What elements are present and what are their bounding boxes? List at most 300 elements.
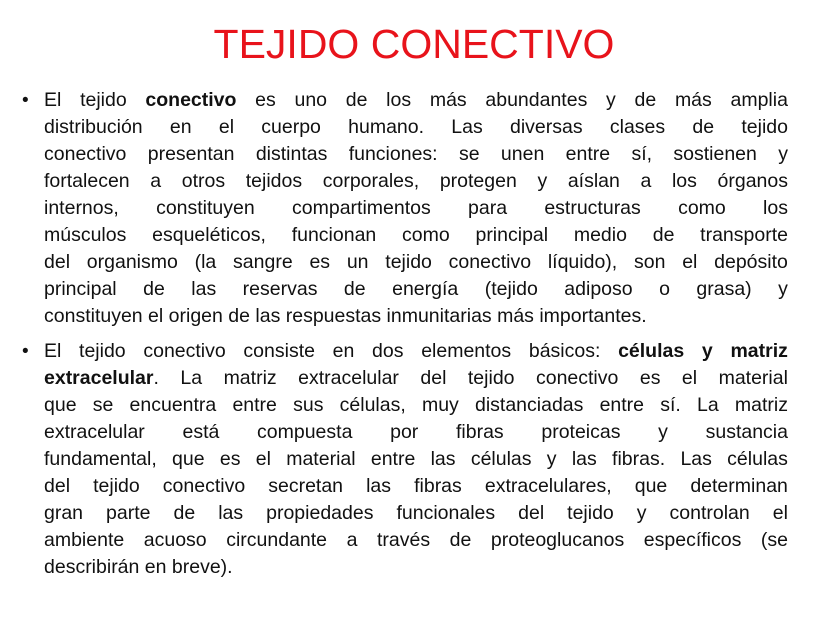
word: [93, 473, 140, 500]
text-run: tejido: [80, 89, 127, 111]
text-run: como: [402, 224, 450, 246]
text-run: principal: [44, 278, 117, 300]
word: [182, 168, 225, 195]
bullet-paragraph: [20, 338, 788, 581]
word: [700, 222, 788, 249]
word: [635, 87, 657, 114]
text-run: muy: [421, 394, 459, 416]
word: [475, 392, 583, 419]
word: [430, 87, 467, 114]
text-run: funcionan: [291, 224, 377, 246]
word: [761, 527, 788, 554]
word: [690, 473, 788, 500]
word: [80, 87, 127, 114]
word: [233, 249, 293, 276]
text-run: funcionales: [396, 502, 496, 524]
word: [420, 365, 446, 392]
text-run: elementos: [421, 340, 512, 362]
word: [682, 365, 697, 392]
word: [152, 222, 266, 249]
word: [468, 195, 507, 222]
word: [501, 141, 544, 168]
text-run: que: [44, 394, 77, 416]
word: [268, 473, 343, 500]
word: [143, 276, 165, 303]
text-run: fibras.: [612, 448, 666, 470]
word: [255, 87, 276, 114]
text-run: compuesta: [257, 421, 353, 443]
word: [79, 338, 126, 365]
word: [143, 338, 225, 365]
text-line: [44, 473, 788, 500]
text-line: [44, 87, 788, 114]
text-run: y: [537, 170, 548, 192]
text-run: extracelular: [298, 367, 399, 389]
text-run: de: [343, 278, 366, 300]
word: [485, 276, 538, 303]
word: [660, 392, 681, 419]
word: [344, 276, 366, 303]
word: [673, 141, 756, 168]
word: [347, 249, 369, 276]
text-run: tejido: [79, 340, 126, 362]
bullet-dot-icon: •: [22, 341, 29, 362]
word: [292, 222, 377, 249]
text-run: matriz: [223, 367, 277, 389]
word: [243, 276, 318, 303]
text-run: básicos:: [528, 340, 601, 362]
text-run: las: [430, 448, 456, 470]
word: [148, 141, 235, 168]
word: [44, 527, 124, 554]
word: [286, 446, 355, 473]
text-run: sus: [293, 394, 324, 416]
text-run: que: [172, 448, 205, 470]
text-run: reservas: [242, 278, 318, 300]
bold-text: extracelular: [44, 367, 154, 389]
text-run: en: [169, 116, 192, 138]
word: [396, 500, 495, 527]
word: [386, 87, 411, 114]
text-line: [44, 392, 788, 419]
word: [640, 168, 651, 195]
text-run: depósito: [714, 251, 788, 273]
text-run: los: [386, 89, 412, 111]
word: [518, 500, 544, 527]
word: [106, 500, 150, 527]
word: [536, 365, 618, 392]
word: [541, 419, 620, 446]
word: [385, 249, 432, 276]
word: [44, 500, 83, 527]
word: [246, 168, 302, 195]
text-line: [44, 168, 788, 195]
text-run: parte: [106, 502, 151, 524]
word: [414, 473, 462, 500]
word: [456, 419, 504, 446]
word: [292, 195, 431, 222]
word: [180, 365, 202, 392]
text-run: consiste: [243, 340, 315, 362]
word: [634, 249, 665, 276]
text-run: El: [44, 89, 62, 111]
text-run: y: [546, 448, 557, 470]
word: [659, 276, 670, 303]
text-run: amplia: [730, 89, 788, 111]
text-run: de: [173, 502, 196, 524]
text-line: [44, 338, 788, 365]
word: [256, 141, 328, 168]
word: [600, 392, 644, 419]
word: [475, 222, 548, 249]
word: [510, 114, 583, 141]
word: [333, 338, 355, 365]
word: [163, 473, 245, 500]
word: [372, 338, 403, 365]
text-run: acuoso: [143, 529, 207, 551]
text-run: tejido: [385, 251, 432, 273]
word: [195, 249, 217, 276]
word: [156, 195, 255, 222]
text-run: determinan: [690, 475, 788, 497]
word: [182, 419, 219, 446]
text-run: y: [778, 278, 788, 300]
text-run: distintas: [255, 143, 328, 165]
text-run: través: [376, 529, 431, 551]
text-run: Las: [680, 448, 712, 470]
word: [219, 114, 234, 141]
text-run: secretan: [268, 475, 344, 497]
text-run: es: [639, 367, 661, 389]
word: [348, 114, 424, 141]
text-run: de: [634, 89, 657, 111]
text-run: El: [44, 340, 62, 362]
text-run: el: [682, 251, 698, 273]
text-run: distanciadas: [474, 394, 584, 416]
word: [471, 446, 532, 473]
word: [170, 114, 192, 141]
text-run: las: [191, 278, 217, 300]
text-run: células: [470, 448, 532, 470]
word: [730, 338, 787, 365]
word: [696, 276, 751, 303]
text-run: transporte: [700, 224, 788, 246]
text-run: sangre: [233, 251, 293, 273]
text-run: órganos: [717, 170, 788, 192]
word: [218, 500, 243, 527]
word: [340, 392, 406, 419]
text-run: material: [286, 448, 356, 470]
word: [323, 168, 419, 195]
text-run: dos: [372, 340, 404, 362]
text-run: a: [640, 170, 652, 192]
word: [631, 141, 652, 168]
text-run: Las: [451, 116, 483, 138]
word: [440, 168, 517, 195]
text-run: se: [458, 143, 480, 165]
word: [309, 249, 330, 276]
text-line: [44, 419, 788, 446]
word: [431, 446, 456, 473]
word: [390, 419, 418, 446]
word: [672, 168, 697, 195]
text-run: principal: [475, 224, 549, 246]
word: [682, 249, 697, 276]
text-run: sostienen: [673, 143, 757, 165]
text-run: constituyen el origen de las respuestas inmunitarias más importantes.: [44, 305, 647, 327]
text-run: proteoglucanos: [490, 529, 625, 551]
text-run: conectivo: [143, 340, 226, 362]
text-run: o: [659, 278, 670, 300]
word: [402, 222, 450, 249]
word: [680, 446, 711, 473]
text-run: (tejido: [484, 278, 538, 300]
word: [451, 114, 482, 141]
text-run: conectivo: [535, 367, 619, 389]
word: [741, 114, 788, 141]
word: [568, 168, 620, 195]
word: [392, 276, 458, 303]
text-run: matriz: [734, 394, 788, 416]
bold-text: conectivo: [145, 89, 237, 111]
text-run: extracelulares,: [484, 475, 612, 497]
text-run: corporales,: [322, 170, 420, 192]
bullet-dot-icon: •: [22, 90, 29, 111]
word: [243, 338, 315, 365]
word: [44, 446, 157, 473]
text-run: organismo: [86, 251, 178, 273]
word: [257, 419, 352, 446]
word: [773, 500, 788, 527]
text-run: fibras: [414, 475, 462, 497]
text-run: circundante: [226, 529, 328, 551]
text-run: La: [697, 394, 719, 416]
text-run: uno: [294, 89, 328, 111]
word: [144, 527, 207, 554]
text-line: [44, 249, 788, 276]
text-run: entre: [599, 394, 645, 416]
text-run: y: [778, 143, 788, 165]
text-line: [44, 114, 788, 141]
word: [44, 168, 130, 195]
text-run: del: [518, 502, 545, 524]
word: [44, 365, 159, 392]
text-run: más: [674, 89, 712, 111]
word: [763, 195, 788, 222]
text-run: abundantes: [485, 89, 588, 111]
text-run: (la: [194, 251, 217, 273]
text-run: se: [92, 394, 114, 416]
text-line: [44, 222, 788, 249]
bold-text: células: [618, 340, 685, 362]
word: [714, 249, 788, 276]
word: [727, 446, 788, 473]
word: [612, 446, 665, 473]
text-run: las: [571, 448, 597, 470]
text-run: fundamental,: [44, 448, 157, 470]
text-run: específicos: [643, 529, 742, 551]
word: [294, 87, 327, 114]
text-run: de: [449, 529, 472, 551]
text-run: sí,: [631, 143, 653, 165]
word: [346, 87, 368, 114]
text-run: proteicas: [541, 421, 621, 443]
text-run: sustancia: [705, 421, 788, 443]
text-line: [44, 500, 788, 527]
text-run: por: [390, 421, 419, 443]
word: [678, 195, 726, 222]
text-run: entre: [232, 394, 277, 416]
text-run: el: [218, 116, 235, 138]
word: [731, 87, 788, 114]
word: [87, 249, 178, 276]
word: [44, 222, 126, 249]
word: [670, 500, 750, 527]
word: [653, 222, 675, 249]
text-run: aíslan: [567, 170, 620, 192]
text-run: de: [692, 116, 715, 138]
text-run: del: [44, 475, 71, 497]
text-run: cuerpo: [261, 116, 321, 138]
text-run: tejido: [741, 116, 788, 138]
word: [44, 276, 117, 303]
text-run: de: [652, 224, 675, 246]
text-run: conectivo: [162, 475, 246, 497]
word: [718, 168, 788, 195]
word: [377, 527, 430, 554]
word: [421, 338, 511, 365]
word: [256, 446, 271, 473]
text-run: el: [255, 448, 271, 470]
word: [491, 527, 624, 554]
text-run: ambiente: [44, 529, 125, 551]
word: [529, 338, 601, 365]
word: [226, 527, 327, 554]
text-run: energía: [392, 278, 459, 300]
text-run: unen: [500, 143, 545, 165]
word: [635, 473, 668, 500]
text-run: los: [763, 197, 788, 219]
word: [232, 392, 276, 419]
word: [548, 249, 617, 276]
word: [644, 527, 742, 554]
text-run: La: [180, 367, 203, 389]
text-run: gran: [44, 502, 84, 524]
word: [697, 392, 719, 419]
text-run: las: [366, 475, 392, 497]
word: [459, 141, 480, 168]
text-run: son: [633, 251, 666, 273]
word: [44, 141, 126, 168]
text-line: [44, 527, 788, 554]
text-run: (se: [760, 529, 788, 551]
word: [735, 392, 788, 419]
word: [544, 195, 640, 222]
word: [422, 392, 459, 419]
word: [567, 500, 614, 527]
word: [468, 365, 515, 392]
text-run: está: [182, 421, 220, 443]
text-run: músculos: [44, 224, 127, 246]
text-run: y: [606, 89, 616, 111]
text-run: y: [658, 421, 668, 443]
text-run: sí.: [660, 394, 681, 416]
text-run: tejido: [467, 367, 515, 389]
text-run: del: [44, 251, 71, 273]
word: [347, 527, 358, 554]
word: [261, 114, 321, 141]
word: [675, 87, 712, 114]
text-run: es: [219, 448, 241, 470]
text-line: [44, 195, 788, 222]
text-run: estructuras: [544, 197, 641, 219]
text-run: las: [218, 502, 244, 524]
text-run: extracelular: [44, 421, 145, 443]
text-run: es: [255, 89, 276, 111]
text-run: protegen: [439, 170, 517, 192]
word: [44, 114, 143, 141]
text-run: un: [346, 251, 369, 273]
word: [449, 249, 531, 276]
word: [191, 276, 216, 303]
word: [44, 195, 119, 222]
word: [564, 276, 632, 303]
text-run: los: [671, 170, 697, 192]
text-run: fortalecen: [44, 170, 130, 192]
text-run: en: [332, 340, 355, 362]
text-run: y: [636, 502, 647, 524]
text-run: diversas: [510, 116, 583, 138]
text-run: del: [420, 367, 447, 389]
text-line: [44, 141, 788, 168]
word: [366, 473, 391, 500]
text-run: como: [678, 197, 726, 219]
text-run: internos,: [44, 197, 119, 219]
text-run: conectivo: [44, 143, 127, 165]
word: [640, 365, 661, 392]
word: [298, 365, 399, 392]
text-run: es: [309, 251, 331, 273]
word: [692, 114, 714, 141]
word: [371, 446, 415, 473]
text-run: .: [153, 367, 159, 389]
word: [172, 446, 205, 473]
text-run: tejidos: [245, 170, 303, 192]
text-run: para: [468, 197, 508, 219]
text-line: [44, 303, 788, 330]
text-run: controlan: [669, 502, 750, 524]
text-line: [44, 446, 788, 473]
text-run: que: [634, 475, 668, 497]
text-run: líquido),: [547, 251, 618, 273]
text-run: conectivo: [448, 251, 532, 273]
text-line: [44, 365, 788, 392]
text-run: distribución: [44, 116, 143, 138]
text-run: compartimentos: [292, 197, 431, 219]
text-run: el: [772, 502, 788, 524]
text-run: adiposo: [564, 278, 633, 300]
text-run: otros: [181, 170, 226, 192]
word: [130, 392, 217, 419]
word: [44, 87, 61, 114]
text-run: entre: [370, 448, 416, 470]
text-run: tejido: [567, 502, 614, 524]
text-run: describirán en breve).: [44, 556, 233, 578]
word: [572, 446, 597, 473]
text-run: a: [150, 170, 162, 192]
text-run: el: [681, 367, 698, 389]
word: [658, 419, 668, 446]
